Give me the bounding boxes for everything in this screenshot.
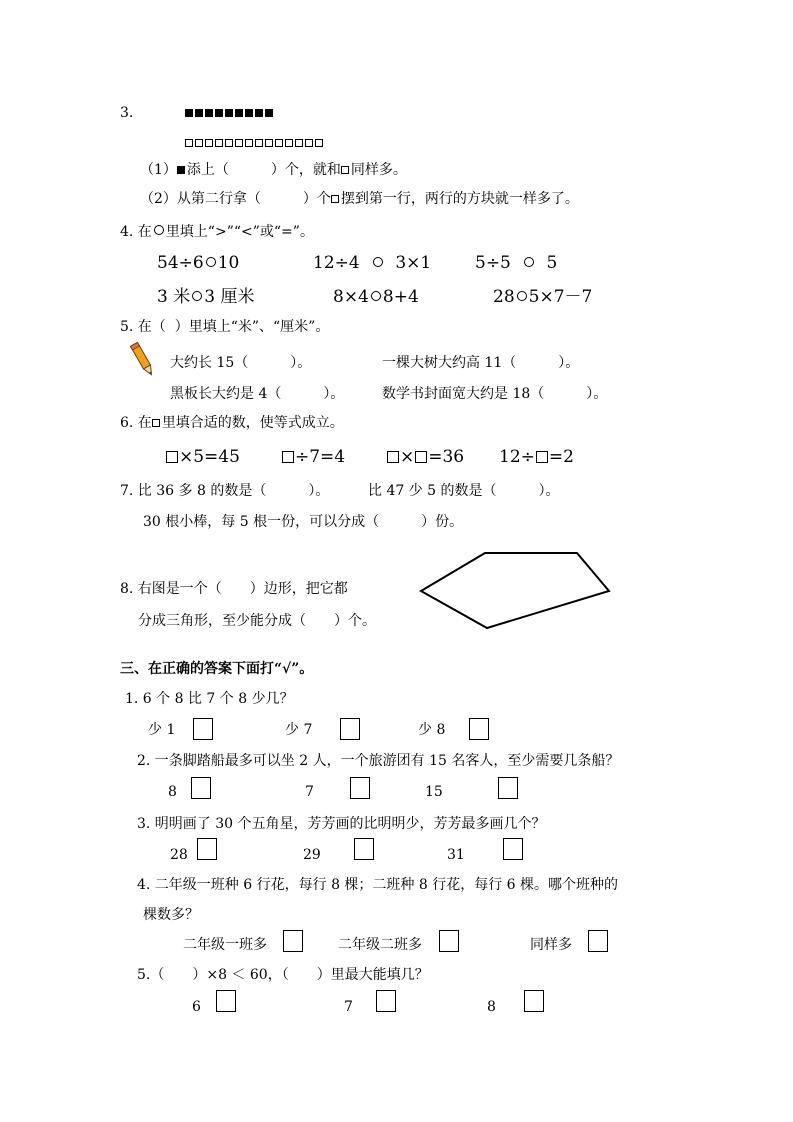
s3-q4-line2: 棵数多？ — [143, 907, 199, 923]
circle-blank[interactable] — [192, 291, 202, 301]
empty-square-icon — [341, 166, 349, 174]
answer-checkbox[interactable] — [340, 718, 360, 740]
empty-square-icon — [205, 139, 213, 147]
q4-r2-a: 3 米 3 厘米 — [157, 287, 255, 307]
s3-q5-opt3: 8 — [487, 999, 496, 1015]
circle-icon — [154, 225, 164, 235]
answer-box[interactable] — [166, 451, 178, 463]
pencil-icon — [130, 340, 156, 380]
s3-q2-opt2: 7 — [305, 784, 314, 800]
q3-part1: （1） 添上（ ）个，就和 同样多。 — [140, 162, 407, 178]
s3-q2-opt1: 8 — [168, 784, 177, 800]
circle-blank[interactable] — [206, 257, 216, 267]
empty-square-icon — [331, 195, 339, 203]
q6-eq2: ÷7=4 — [281, 448, 345, 466]
circle-blank[interactable] — [517, 291, 527, 301]
empty-square-icon — [185, 139, 193, 147]
answer-box[interactable] — [415, 451, 427, 463]
s3-q5: 5.（ ）×8 ＜ 60，（ ）里最大能填几？ — [137, 967, 429, 983]
q6-eq4: 12÷ =2 — [499, 447, 574, 467]
s3-q4-line1: 4. 二年级一班种 6 行花，每行 8 棵；二班种 8 行花，每行 6 棵。哪个班种的 — [137, 877, 619, 893]
s3-q5-opt1: 6 — [192, 999, 201, 1015]
s3-q2: 2. 一条脚踏船最多可以坐 2 人，一个旅游团有 15 名客人，至少需要几条船？ — [137, 753, 620, 769]
empty-square-icon — [305, 139, 313, 147]
q6-eq3: × =36 — [386, 448, 464, 466]
q5-c: 黑板长大约是 4（ ）。 — [170, 386, 345, 402]
s3-q5-opt2: 7 — [344, 999, 353, 1015]
s3-q1-opt3: 少 8 — [418, 722, 446, 738]
q7-a: 7. 比 36 多 8 的数是（ ）。 — [120, 483, 330, 499]
empty-square-icon — [285, 139, 293, 147]
empty-square-icon — [275, 139, 283, 147]
answer-checkbox[interactable] — [439, 930, 459, 952]
empty-square-icon — [215, 139, 223, 147]
q3-number: 3. — [120, 105, 134, 121]
pentagon-figure — [415, 548, 615, 634]
empty-square-icon — [315, 139, 323, 147]
empty-square-icon — [265, 139, 273, 147]
empty-square-icon — [245, 139, 253, 147]
empty-square-icon — [295, 139, 303, 147]
q6-title: 6. 在 里填合适的数，使等式成立。 — [120, 415, 344, 431]
empty-squares-row — [185, 134, 325, 152]
q5-d: 数学书封面宽大约是 18（ ）。 — [382, 386, 608, 402]
circle-blank[interactable] — [524, 257, 534, 267]
q4-r1-b: 12÷4 3×1 — [313, 253, 432, 273]
q7-c: 30 根小棒，每 5 根一份，可以分成（ ）份。 — [143, 514, 464, 530]
q3-part2: （2）从第二行拿（ ）个 摆到第一行，两行的方块就一样多了。 — [140, 191, 579, 207]
answer-checkbox[interactable] — [588, 930, 608, 952]
s3-q3-opt1: 28 — [170, 847, 188, 863]
q5-title: 5. 在（ ）里填上“米”、“厘米”。 — [120, 319, 330, 335]
empty-square-icon — [225, 139, 233, 147]
q4-title: 4. 在 里填上“>”“<”或“=”。 — [120, 224, 314, 240]
filled-squares-row — [185, 104, 275, 122]
answer-checkbox[interactable] — [503, 838, 523, 860]
q5-b: 一棵大树大约高 11（ ）。 — [382, 355, 580, 371]
q8-b: 分成三角形，至少能分成（ ）个。 — [138, 613, 376, 629]
empty-square-icon — [255, 139, 263, 147]
filled-square-icon — [265, 109, 273, 117]
empty-square-icon — [195, 139, 203, 147]
filled-square-icon — [245, 109, 253, 117]
q4-r2-c: 28 5×7－7 — [493, 287, 593, 307]
filled-square-icon — [205, 109, 213, 117]
answer-checkbox[interactable] — [193, 718, 213, 740]
q4-r1-c: 5÷5 5 — [475, 253, 558, 273]
s3-q3-opt2: 29 — [303, 847, 321, 863]
filled-square-icon — [225, 109, 233, 117]
s3-q1-opt1: 少 1 — [148, 722, 176, 738]
answer-checkbox[interactable] — [498, 777, 518, 799]
answer-checkbox[interactable] — [350, 777, 370, 799]
empty-square-icon — [152, 419, 160, 427]
filled-square-icon — [195, 109, 203, 117]
s3-q3: 3. 明明画了 30 个五角星，芳芳画的比明明少，芳芳最多画几个？ — [137, 816, 546, 832]
circle-blank[interactable] — [371, 291, 381, 301]
answer-box[interactable] — [536, 451, 548, 463]
circle-blank[interactable] — [373, 257, 383, 267]
answer-box[interactable] — [387, 451, 399, 463]
answer-checkbox[interactable] — [283, 930, 303, 952]
s3-q4-opt2: 二年级二班多 — [338, 937, 422, 953]
s3-q1: 1. 6 个 8 比 7 个 8 少几？ — [125, 691, 294, 707]
answer-checkbox[interactable] — [191, 777, 211, 799]
answer-checkbox[interactable] — [197, 838, 217, 860]
q7-b: 比 47 少 5 的数是（ ）。 — [368, 483, 560, 499]
empty-square-icon — [235, 139, 243, 147]
filled-square-icon — [185, 109, 193, 117]
s3-q1-opt2: 少 7 — [285, 722, 313, 738]
filled-square-icon — [235, 109, 243, 117]
filled-square-icon — [255, 109, 263, 117]
answer-checkbox[interactable] — [376, 990, 396, 1012]
s3-q4-opt1: 二年级一班多 — [183, 937, 267, 953]
q4-r2-b: 8×4 8+4 — [333, 287, 419, 307]
answer-checkbox[interactable] — [216, 990, 236, 1012]
filled-square-icon — [215, 109, 223, 117]
section3-heading: 三、在正确的答案下面打“√”。 — [120, 661, 314, 677]
q5-a: 大约长 15（ ）。 — [170, 355, 312, 371]
answer-checkbox[interactable] — [354, 838, 374, 860]
answer-checkbox[interactable] — [524, 990, 544, 1012]
q8-a: 8. 右图是一个（ ）边形，把它都 — [120, 581, 348, 597]
answer-checkbox[interactable] — [469, 718, 489, 740]
s3-q3-opt3: 31 — [447, 847, 465, 863]
q6-eq1: ×5=45 — [165, 448, 240, 466]
s3-q4-opt3: 同样多 — [530, 937, 572, 953]
q4-r1-a: 54÷6 10 — [157, 253, 240, 273]
answer-box[interactable] — [282, 451, 294, 463]
filled-square-icon — [177, 166, 185, 174]
s3-q2-opt3: 15 — [425, 784, 443, 800]
